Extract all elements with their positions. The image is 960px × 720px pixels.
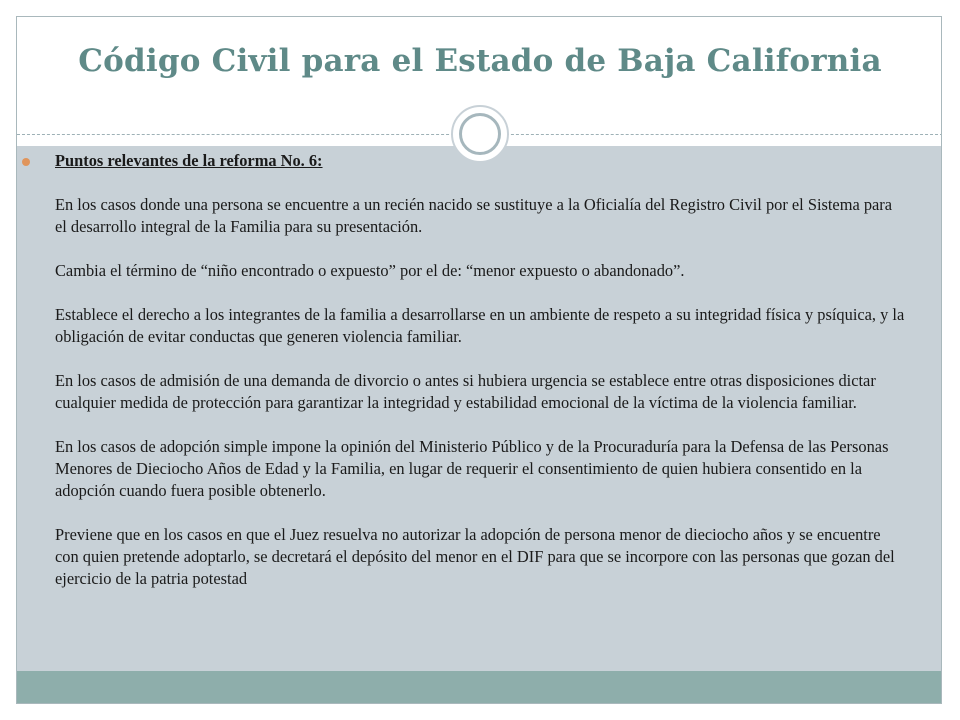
body-text <box>55 150 905 590</box>
paragraph: Establece el derecho a los integrantes de la familia a desarrollarse en un ambiente de respeto a su integridad física y psíquica, y la obligación de evitar conductas que generen violencia familiar. <box>55 305 905 346</box>
paragraph: En los casos donde una persona se encuentre a un recién nacido se sustituye a la Oficialía del Registro Civil por el Sistema para el desarrollo integral de la Familia para su presentación. <box>55 195 893 236</box>
circle-ornament-ring <box>459 113 501 155</box>
bullet-dot-icon <box>22 158 30 166</box>
paragraph: Cambia el término de “niño encontrado o expuesto” por el de: “menor expuesto o abandonado”. <box>55 261 685 280</box>
section-heading: Puntos relevantes de la reforma No. 6: <box>55 151 323 170</box>
slide-title: Código Civil para el Estado de Baja California <box>78 43 882 79</box>
footer-bar <box>17 671 942 704</box>
paragraph: En los casos de adopción simple impone la opinión del Ministerio Público y de la Procuraduría para la Defensa de las Personas Menores de Dieciocho Años de Edad y la Familia, en lugar de requerir el consentimiento de quien hubiera consentido en la adopción cuando fuera posible obtenerlo. <box>55 437 889 500</box>
paragraph: En los casos de admisión de una demanda de divorcio o antes si hubiera urgencia se establece entre otras disposiciones dictar cualquier medida de protección para garantizar la integridad y estabilidad emocional de la víctima de la violencia familiar. <box>55 371 876 412</box>
paragraph: Previene que en los casos en que el Juez resuelva no autorizar la adopción de persona menor de dieciocho años y se encuentre con quien pretende adoptarlo, se decretará el depósito del menor en el DIF para que se incorpore con las personas que gozan del ejercicio de la patria potestad <box>55 525 895 588</box>
